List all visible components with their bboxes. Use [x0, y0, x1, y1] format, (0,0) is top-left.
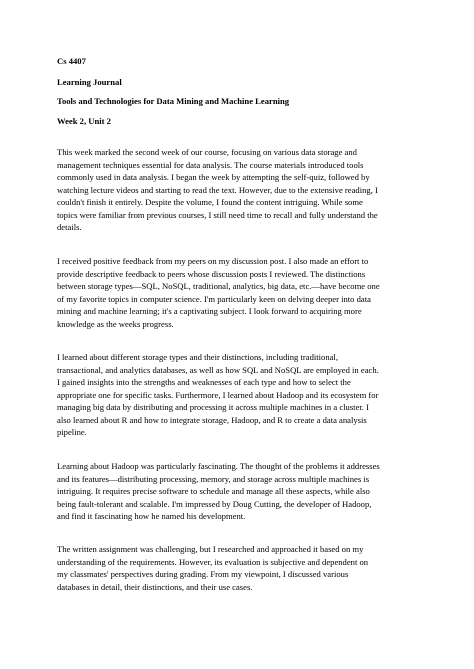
paragraph-line: watching lecture videos and starting to read the text. However, due to the extensive reading, I [57, 184, 378, 195]
paragraph-line: couldn't finish it entirely. Despite the volume, I found the content intriguing. While some [57, 197, 363, 207]
paragraph-line: databases in detail, their distinctions, and their use cases. [57, 581, 253, 592]
paragraph-line: understanding of the requirements. However, its evaluation is subjective and dependent on [57, 556, 369, 567]
paragraph-line: This week marked the second week of our course, focusing on various data storage and [57, 147, 357, 157]
paragraph-line: topics were familiar from previous courses, I still need time to recall and fully understand the [57, 209, 378, 220]
paragraph-line: of my favorite topics in computer science. I'm particularly keen on delving deeper into data [57, 293, 371, 304]
paragraph-line: appropriate one for specific tasks. Furthermore, I learned about Hadoop and its ecosystem for [57, 389, 379, 400]
journal-paragraph-5 [57, 543, 427, 593]
paragraph-line: Learning about Hadoop was particularly fascinating. The thought of the problems it addresses [57, 461, 380, 471]
journal-paragraph-2 [57, 255, 427, 330]
paragraph-line: my classmates' perspectives during grading. From my viewpoint, I discussed various [57, 569, 349, 579]
paragraph-line: The written assignment was challenging, but I researched and approached it based on my [57, 544, 364, 554]
paragraph-line: management techniques essential for data analysis. The course materials introduced tools [57, 159, 364, 170]
document-type: Learning Journal [57, 77, 122, 87]
paragraph-line: also learned about R and how to integrate storage, Hadoop, and R to create a data analysis [57, 414, 367, 425]
paragraph-line: intriguing. It requires precise software to schedule and manage all these aspects, while also [57, 486, 370, 496]
course-code: Cs 4407 [57, 56, 86, 66]
paragraph-line: provide descriptive feedback to peers whose discussion posts I reviewed. The distinctions [57, 268, 366, 279]
week-label: Week 2, Unit 2 [57, 116, 111, 126]
journal-paragraph-3 [57, 351, 427, 439]
paragraph-line: transactional, and analytics databases, as well as how SQL and NoSQL are employed in each. [57, 364, 379, 375]
paragraph-line: commonly used in data analysis. I began the week by attempting the self-quiz, followed by [57, 172, 370, 182]
document-title: Tools and Technologies for Data Mining and Machine Learning [57, 96, 290, 106]
journal-paragraph-1 [57, 146, 427, 234]
paragraph-line: I learned about different storage types and their distinctions, including traditional, [57, 352, 338, 362]
paragraph-line: I gained insights into the strengths and weaknesses of each type and how to select the [57, 377, 351, 387]
journal-paragraph-4 [57, 460, 427, 523]
paragraph-line: pipeline. [57, 427, 87, 437]
paragraph-line: being fault-tolerant and scalable. I'm impressed by Doug Cutting, the developer of Hadoop, [57, 498, 372, 509]
paragraph-line: managing big data by distributing and processing it across multiple machines in a cluster. I [57, 402, 369, 412]
paragraph-line: and its features—distributing processing, memory, and storage across multiple machines is [57, 473, 370, 484]
paragraph-line: details. [57, 222, 82, 232]
paragraph-line: knowledge as the weeks progress. [57, 318, 174, 329]
paragraph-line: between storage types—SQL, NoSQL, traditional, analytics, big data, etc.—have become one [57, 281, 380, 291]
paragraph-line: mining and machine learning; it's a captivating subject. I look forward to acquiring more [57, 306, 362, 316]
paragraph-line: I received positive feedback from my peers on my discussion post. I also made an effort to [57, 256, 369, 266]
paragraph-line: and find it fascinating how he named his development. [57, 511, 246, 521]
